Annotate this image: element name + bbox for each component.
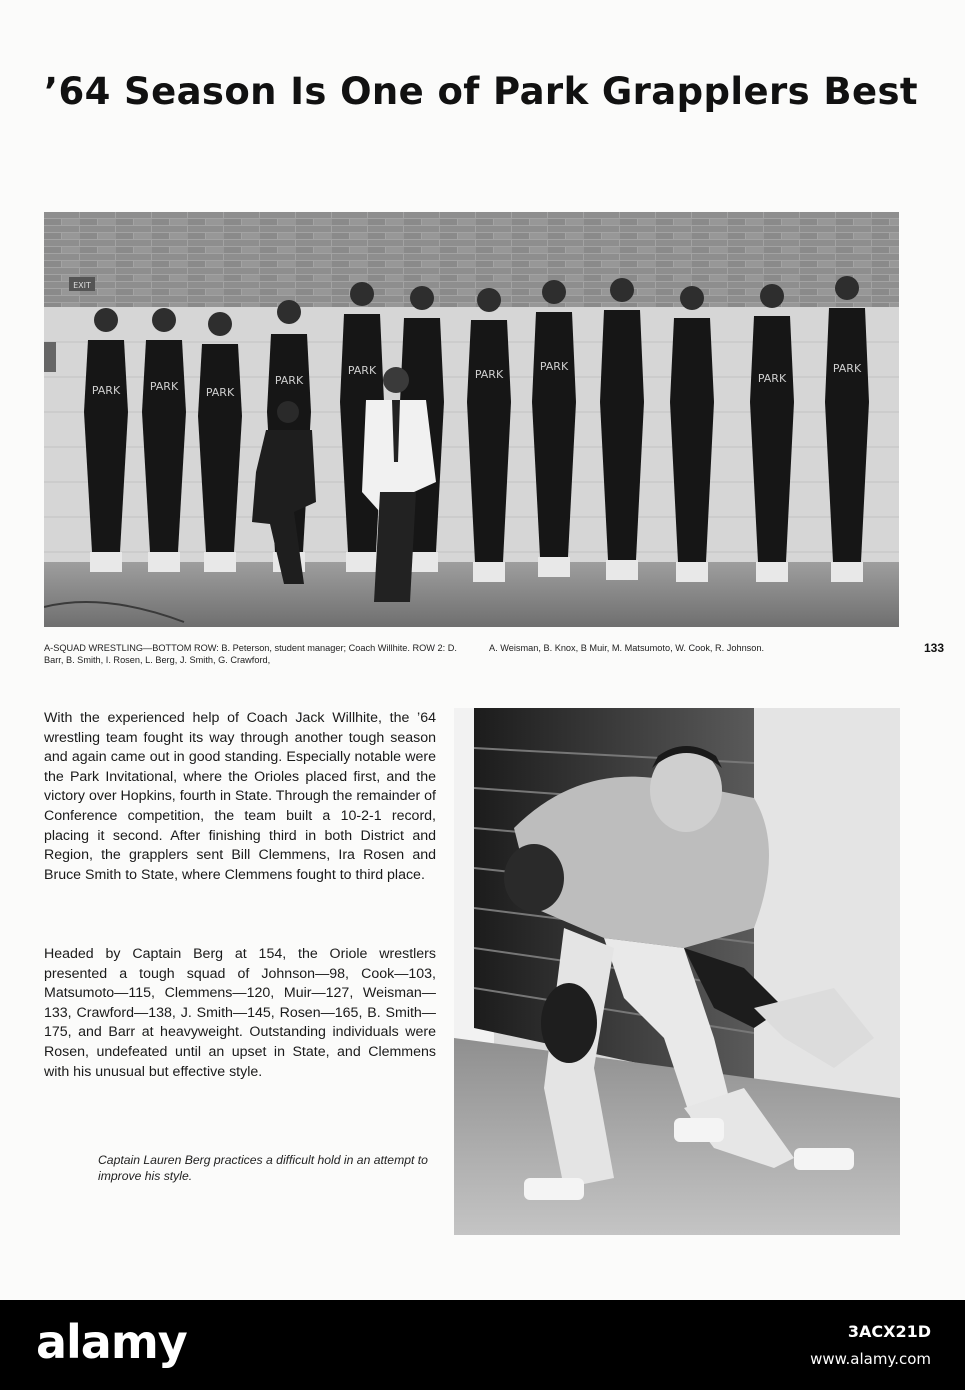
action-photo-image [454,708,900,1235]
jersey-text: PARK [347,364,377,377]
team-photo-image [44,212,899,627]
jersey-text: PARK [149,380,179,393]
alamy-logo: alamy [36,1315,187,1369]
jersey-text: PARK [274,374,304,387]
team-photo-caption-left: A-SQUAD WRESTLING—BOTTOM ROW: B. Peterson, student manager; Coach Willhite. ROW 2: D. Barr, B. Smith, I. Rosen, L. Berg, J. Smith, G. Crawford, [44,643,457,665]
page-number: 133 [924,641,945,655]
team-photo [44,212,899,627]
jersey-text: PARK [91,384,121,397]
action-photo [454,708,900,1235]
jersey-text: PARK [832,362,862,375]
article-paragraph-2: Headed by Captain Berg at 154, the Oriole wrestlers presented a tough squad of Johnson—98, Cook—103, Matsumoto—115, Clemmens—120, Muir—127, Weisman—133, Crawford—138, J. Smith—145, Rosen—165, B. Smith—175, and Barr at heavyweight. Outstanding individuals were Rosen, undefeated until an upset in State, and Clemmens with his unusual but effective style. [44,946,436,1080]
article-paragraph-1: With the experienced help of Coach Jack Willhite, the ’64 wrestling team fought its way through another tough season and again came out in good standing. Especially notable were the Park Invitational, where the Orioles placed first, and the victory over Hopkins, fourth in State. Through the remainder of Conference competition, the team built a 10-2-1 record, placing it second. After finishing third in both District and Region, the grapplers sent Bill Clemmens, Ira Rosen and Bruce Smith to State, where Clemmens fought to third place. [44,710,436,883]
jersey-text: PARK [205,386,235,399]
image-id: 3ACX21D [847,1322,931,1341]
jersey-text: PARK [757,372,787,385]
jersey-text: PARK [539,360,569,373]
footer-url[interactable]: www.alamy.com [810,1350,931,1368]
team-photo-caption-right: A. Weisman, B. Knox, B Muir, M. Matsumoto, W. Cook, R. Johnson. [489,643,765,653]
jersey-text: PARK [474,368,504,381]
exit-sign: EXIT [73,281,91,290]
page-headline: ’64 Season Is One of Park Grapplers Best [44,70,918,113]
action-photo-caption: Captain Lauren Berg practices a difficult hold in an attempt to improve his style. [98,1153,428,1183]
